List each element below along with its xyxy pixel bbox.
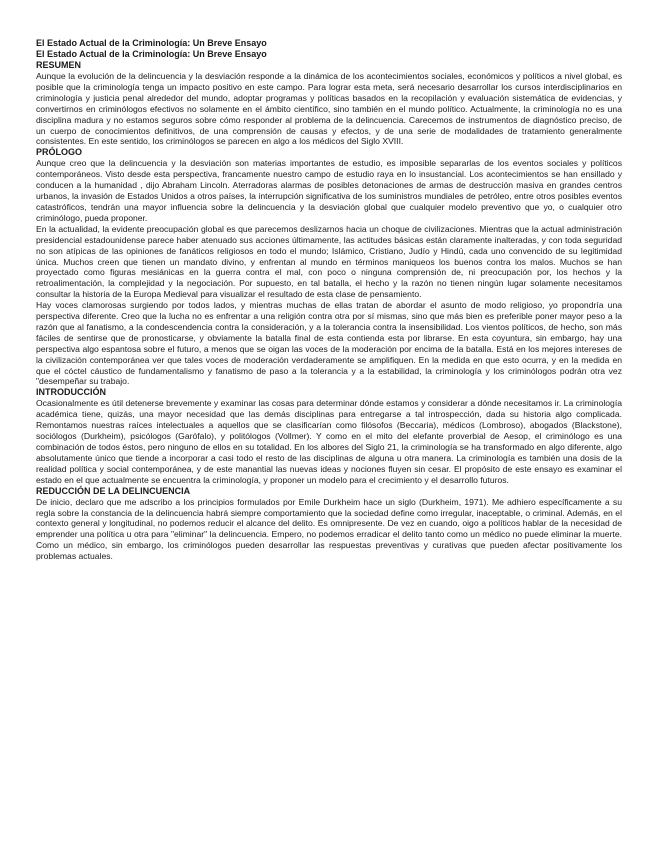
section-heading-resumen: RESUMEN	[36, 60, 82, 70]
prologo-paragraph-2: En la actualidad, la evidente preocupación global es que parecemos deslizarnos hacia un choque de civilizaciones. Mientras que la actual administración presidencial estadounidense parece haber atenuado sus acciones últimamente, las actitudes básicas están claramente inalteradas, y con toda seguridad no son atípicas de las opiniones de fanáticos religiosos en todo el mundo; Islámico, Cristiano, Judío y Hindú, cada uno convencido de su legitimidad única. Muchos creen que tienen un mandato divino, y enfrentan al mundo en términos maniqueos los buenos contra los malos. Muchos se han proyectado como figuras mesiánicas en la guerra contra el mal, con poco o ninguna comprensión de, ni preocupación por, los hechos y la retroalimentación, la complejidad y la negociación. Por supuesto, en tal batalla, el hecho y la razón no tienen ningún lugar solamente necesitamos consultar la historia de la Europa Medieval para visualizar el resultado de esta clase de pensamiento.	[36, 223, 622, 300]
prologo-paragraph-3: Hay voces clamorosas surgiendo por todos lados, y mientras muchas de ellas tratan de abordar el asunto de modo religioso, yo propondría una perspectiva diferente. Creo que la lucha no es enfrentar a una religión contra otra por sí mismas, sino que más bien es preferible poner mayor peso a la razón que al fanatismo, a la condescendencia contra la consideración, y a la tolerancia contra la insensibilidad. Los vientos políticos, de hecho, son más fáciles de sentirse que de pronosticarse, y obviamente la batalla final de esta contienda esta por librarse. En esta coyuntura, sin embargo, hay una perspectiva algo espantosa sobre el futuro, a menos que se oigan las voces de la moderación por encima de la batalla. Está en los mejores intereses de la civilización contemporánea ver que tales voces de moderación verdaderamente se amplifiquen. En la medida en que esto ocurra, y en la medida en que el cóctel cáustico de fundamentalismo y fanatismo de paso a la tolerancia y a la estabilidad, la criminología y los criminólogos podrán otra vez "desempeñar su trabajo.	[36, 300, 622, 387]
introduccion-paragraph: Ocasionalmente es útil detenerse brevemente y examinar las cosas para determinar dónde estamos y considerar a dónde necesitamos ir. La criminología académica tiene, quizás, una mayor necesidad que las demás disciplinas para entregarse a tal introspección, dada su historia algo complicada. Remontamos nuestras raíces intelectuales a aquellos que se clasificarían como filósofos (Beccaria), médicos (Lombroso), abogados (Blackstone), sociólogos (Durkheim), psicólogos (Garófalo), y politólogos (Vollmer). Y como en el mito del elefante proverbial de Aesop, el criminólogo es una combinación de todos éstos, pero ninguno de ellos en su totalidad. En los albores del Siglo 21, la criminología se ha transformado en algo diferente, algo absolutamente único que tiende a incorporar a casi todo el resto de las disciplinas de alguna u otra manera. La criminología es también una dosis de la realidad política y social contemporánea, y de este manantial las nuevas ideas y nociones fluyen sin cesar. El propósito de este ensayo es examinar el estado en el que actualmente se encuentra la criminología, y proponer un modelo para el crecimiento y el desarrollo futuros.	[36, 398, 622, 485]
prologo-paragraph-1: Aunque creo que la delincuencia y la desviación son materias importantes de estudio, es imposible separarlas de los eventos sociales y políticos contemporáneos. Visto desde esta perspectiva, francamente nuestro campo de estudio raya en lo insustancial. Los acontecimientos se han ensillado y conducen a la humanidad , dijo Abraham Lincoln. Aterradoras alarmas de posibles detonaciones de armas de destrucción masiva en grandes centros urbanos, la invasión de Estados Unidos a otros países, la interrupción significativa de los suministros mundiales de petróleo, entre otros posibles eventos catastróficos, tendrán una mayor influencia sobre la delincuencia y la desviación global que cualquier modelo preventivo que yo, o cualquier otro criminólogo, pueda proponer.	[36, 158, 622, 223]
document-page	[36, 38, 622, 562]
section-heading-introduccion: INTRODUCCIÓN	[36, 387, 106, 398]
reduccion-paragraph: De inicio, declaro que me adscribo a los principios formulados por Emile Durkheim hace un siglo (Durkheim, 1971). Me adhiero específicamente a su regla sobre la constancia de la delincuencia habrá siempre comportamiento que la sociedad define como irregular, inaceptable, o criminal. Además, en el contexto general y longitudinal, no podemos reducir el alcance del delito. Es omnipresente. De vez en cuando, oigo a políticos hablar de la necesidad de emprender una política u otra para "eliminar" la delincuencia. Empero, no podemos erradicar el delito tanto como un médico no puede eliminar la muerte. Como un médico, sin embargo, los criminólogos pueden desarrollar las respuestas preventivas y curativas que pueden afectar positivamente los problemas actuales.	[36, 496, 622, 562]
section-heading-reduccion: REDUCCIÓN DE LA DELINCUENCIA	[36, 485, 191, 496]
resumen-paragraph: Aunque la evolución de la delincuencia y la desviación responde a la dinámica de los acontecimientos sociales, económicos y políticos a nivel global, es posible que la criminología tenga un impacto positivo en este campo. Para lograr esta meta, será necesario desarrollar los cursos interdisciplinarios en criminología y justicia penal alrededor del mundo, adoptar programas y políticas basados en la recopilación y evaluación sistemática de evidencias, y convertirnos en criminólogos efectivos no solamente en el ámbito científico, sino también en el mundo político. Actualmente, la criminología no es una disciplina madura y no estamos seguros sobre cómo responder al problema de la delincuencia. Carecemos de instrumentos de diagnóstico preciso, de un cuerpo de conocimientos definitivos, de una comprensión de causas y efectos, y de una serie de modalidades de tratamiento generalmente consistentes. En este sentido, los criminólogos se parecen en algo a los médicos del Siglo XVIII.	[36, 71, 622, 147]
section-heading-prologo: PRÓLOGO	[36, 147, 83, 158]
document-title: El Estado Actual de la Criminología: Un Breve Ensayo	[36, 38, 267, 48]
document-title-repeat: El Estado Actual de la Criminología: Un Breve Ensayo	[36, 49, 267, 59]
